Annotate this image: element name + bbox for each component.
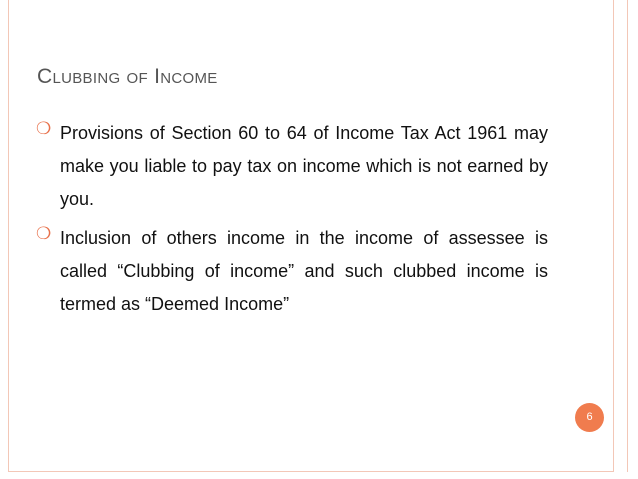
bullet-text: Inclusion of others income in the income of assessee is called “Clubbing of income” and such clubbed income is termed as “Deemed Income” xyxy=(60,228,548,314)
bullet-item xyxy=(36,117,548,216)
hollow-circle-bullet-icon: ❍ xyxy=(36,224,52,243)
bullet-text: Provisions of Section 60 to 64 of Income Tax Act 1961 may make you liable to pay tax on income which is not earned by you. xyxy=(60,123,548,209)
slide-title: Clubbing of Income xyxy=(37,65,218,88)
bullet-item xyxy=(36,222,548,321)
bullet-list xyxy=(36,117,548,327)
page-number-badge: 6 xyxy=(575,403,604,432)
right-accent-line xyxy=(627,0,628,472)
hollow-circle-bullet-icon: ❍ xyxy=(36,119,52,138)
